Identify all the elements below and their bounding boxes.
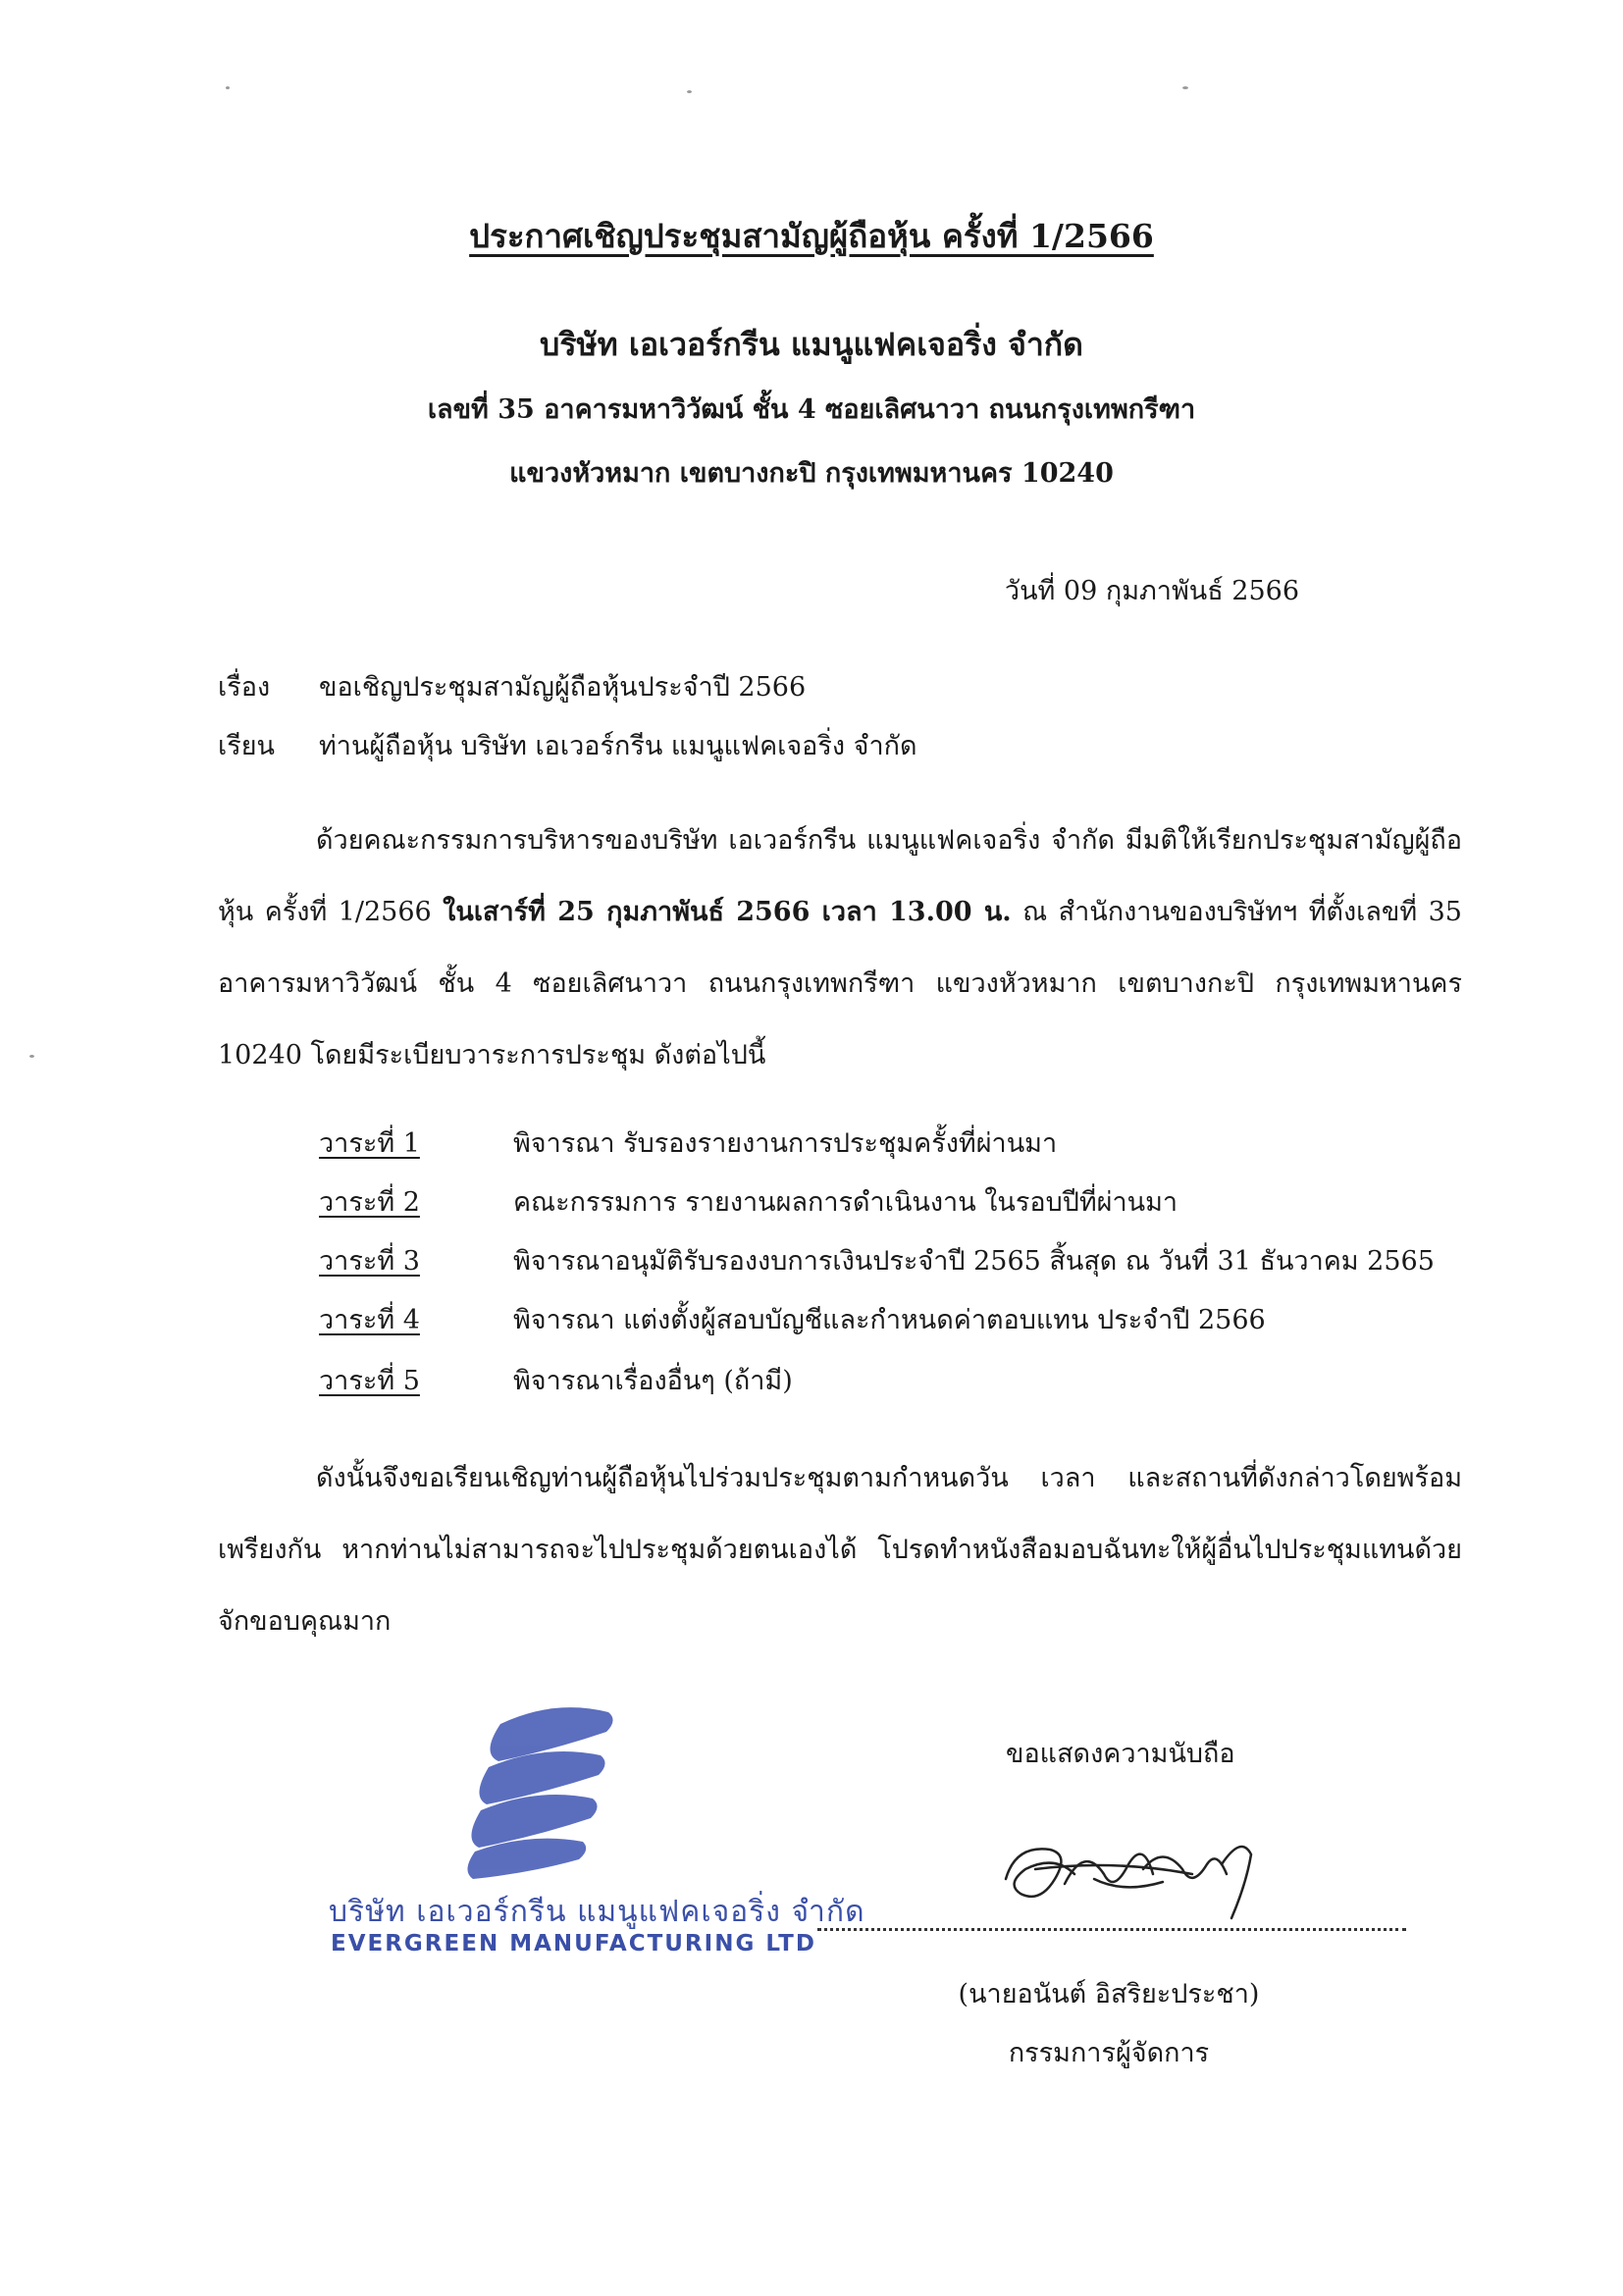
scan-speck	[1182, 86, 1188, 89]
company-address-line1: เลขที่ 35 อาคารมหาวิวัฒน์ ชั้น 4 ซอยเลิศนาวา ถนนกรุงเทพกรีฑา	[427, 394, 1196, 425]
agenda-label-2: วาระที่ 2	[319, 1187, 420, 1218]
signature-icon	[996, 1825, 1261, 1923]
company-address-line2: แขวงหัวหมาก เขตบางกะปิ กรุงเทพมหานคร 10240	[509, 458, 1114, 489]
signature-line	[817, 1928, 1406, 1931]
signer-name: (นายอนันต์ อิสริยะประชา)	[958, 1979, 1260, 2009]
agenda-label-5: วาระที่ 5	[319, 1366, 420, 1396]
agenda-label-4: วาระที่ 4	[319, 1305, 420, 1335]
scan-speck	[226, 86, 230, 89]
agenda-text-2: คณะกรรมการ รายงานผลการดำเนินงาน ในรอบปีที่ผ่านมา	[513, 1187, 1178, 1218]
scan-speck	[29, 1055, 34, 1058]
agenda-label-3: วาระที่ 3	[319, 1246, 420, 1277]
body-paragraph-1	[218, 805, 1462, 1091]
recipient-text: ท่านผู้ถือหุ้น บริษัท เอเวอร์กรีน แมนูแฟคเจอริ่ง จำกัด	[319, 731, 917, 761]
agenda-text-5: พิจารณาเรื่องอื่นๆ (ถ้ามี)	[513, 1366, 793, 1396]
agenda-text-4: พิจารณา แต่งตั้งผู้สอบบัญชีและกำหนดค่าตอบแทน ประจำปี 2566	[513, 1305, 1266, 1335]
body-paragraph-2	[218, 1442, 1462, 1657]
stamp-english-text: EVERGREEN MANUFACTURING LTD	[331, 1931, 816, 1957]
agenda-text-1: พิจารณา รับรองรายงานการประชุมครั้งที่ผ่านมา	[513, 1128, 1058, 1159]
page-title: ประกาศเชิญประชุมสามัญผู้ถือหุ้น ครั้งที่ 1/2566	[469, 217, 1154, 255]
agenda-text-3: พิจารณาอนุมัติรับรองงบการเงินประจำปี 2565 สิ้นสุด ณ วันที่ 31 ธันวาคม 2565	[513, 1246, 1435, 1277]
body-p2-text: ดังนั้นจึงขอเรียนเชิญท่านผู้ถือหุ้นไปร่วมประชุมตามกำหนดวัน เวลา และสถานที่ดังกล่าวโดยพร้อมเพรียงกัน หากท่านไม่สามารถจะไปประชุมด้วยตนเองได้ โปรดทำหนังสือมอบฉันทะให้ผู้อื่นไปประชุมแทนด้วย จักขอบคุณมาก	[218, 1463, 1462, 1637]
company-name: บริษัท เอเวอร์กรีน แมนูแฟคเจอริ่ง จำกัด	[540, 326, 1083, 363]
body-p1-part-b: ณ สำนักงานของบริษัทฯ ที่ตั้งเลขที่ 35 อาคารมหาวิวัฒน์ ชั้น 4 ซอยเลิศนาวา ถนนกรุงเทพกรีฑา แขวงหัวหมาก เขตบางกะปิ กรุงเทพมหานคร 10240 โดยมีระเบียบวาระการประชุม ดังต่อไปนี้	[218, 897, 1462, 1070]
body-p1-part-a: ด้วยคณะกรรมการบริหารของบริษัท เอเวอร์กรีน แมนูแฟคเจอริ่ง จำกัด มีมติให้เรียกประชุมสามัญผู้ถือหุ้น ครั้งที่ 1/2566	[218, 825, 1462, 927]
signer-position: กรรมการผู้จัดการ	[1008, 2038, 1210, 2068]
subject-label: เรื่อง	[218, 672, 271, 703]
stamp-thai-text: บริษัท เอเวอร์กรีน แมนูแฟคเจอริ่ง จำกัด	[329, 1895, 865, 1929]
agenda-label-1: วาระที่ 1	[319, 1128, 420, 1159]
scan-speck	[687, 90, 692, 93]
recipient-label: เรียน	[218, 731, 276, 761]
closing-regards: ขอแสดงความนับถือ	[1006, 1739, 1235, 1769]
letter-date: วันที่ 09 กุมภาพันธ์ 2566	[1004, 576, 1299, 606]
meeting-datetime: ในเสาร์ที่ 25 กุมภาพันธ์ 2566 เวลา 13.00 น.	[443, 897, 1012, 927]
company-stamp-logo-icon	[461, 1702, 628, 1879]
subject-text: ขอเชิญประชุมสามัญผู้ถือหุ้นประจำปี 2566	[319, 672, 807, 703]
